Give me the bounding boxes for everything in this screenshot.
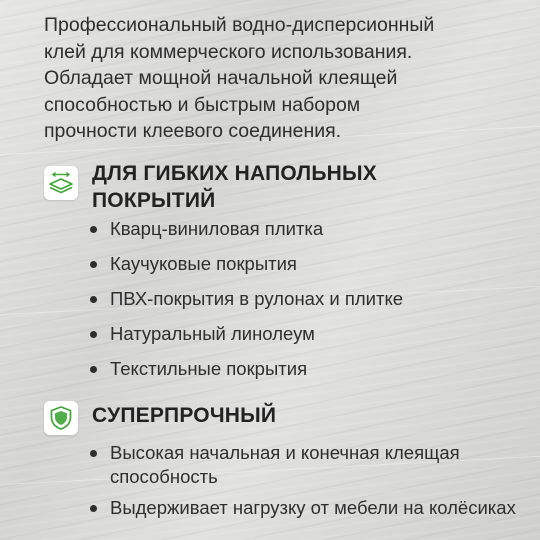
flooring-types-list	[90, 217, 520, 381]
title-line: ПОКРЫТИЙ	[92, 189, 216, 212]
section-header-superstrong	[44, 401, 276, 435]
shield-icon	[44, 401, 78, 435]
description-line: клей для коммерческого использования.	[44, 40, 413, 63]
list-item: Кварц-виниловая плитка	[90, 217, 520, 241]
product-description	[44, 12, 524, 145]
flooring-layers-icon	[44, 166, 78, 200]
list-item: Каучуковые покрытия	[90, 252, 520, 276]
section-title	[92, 160, 377, 214]
section-header-flexible-flooring	[44, 160, 377, 214]
description-line: способностью и быстрым набором	[44, 93, 361, 116]
description-line: Профессиональный водно-дисперсионный	[44, 14, 435, 36]
description-line: Обладает мощной начальной клеящей	[44, 67, 398, 89]
title-line: ДЛЯ ГИБКИХ НАПОЛЬНЫХ	[92, 162, 377, 185]
list-item: Выдерживает нагрузку от мебели на колёсиках	[90, 496, 520, 520]
description-line: прочности клеевого соединения.	[44, 120, 342, 142]
list-item: Высокая начальная и конечная клеящая способность	[90, 441, 520, 489]
section-title	[92, 401, 276, 431]
title-line: СУПЕРПРОЧНЫЙ	[92, 404, 277, 427]
features-list	[90, 441, 520, 520]
list-item: Текстильные покрытия	[90, 357, 520, 381]
list-item: Натуральный линолеум	[90, 322, 520, 346]
list-item: ПВХ-покрытия в рулонах и плитке	[90, 287, 520, 311]
